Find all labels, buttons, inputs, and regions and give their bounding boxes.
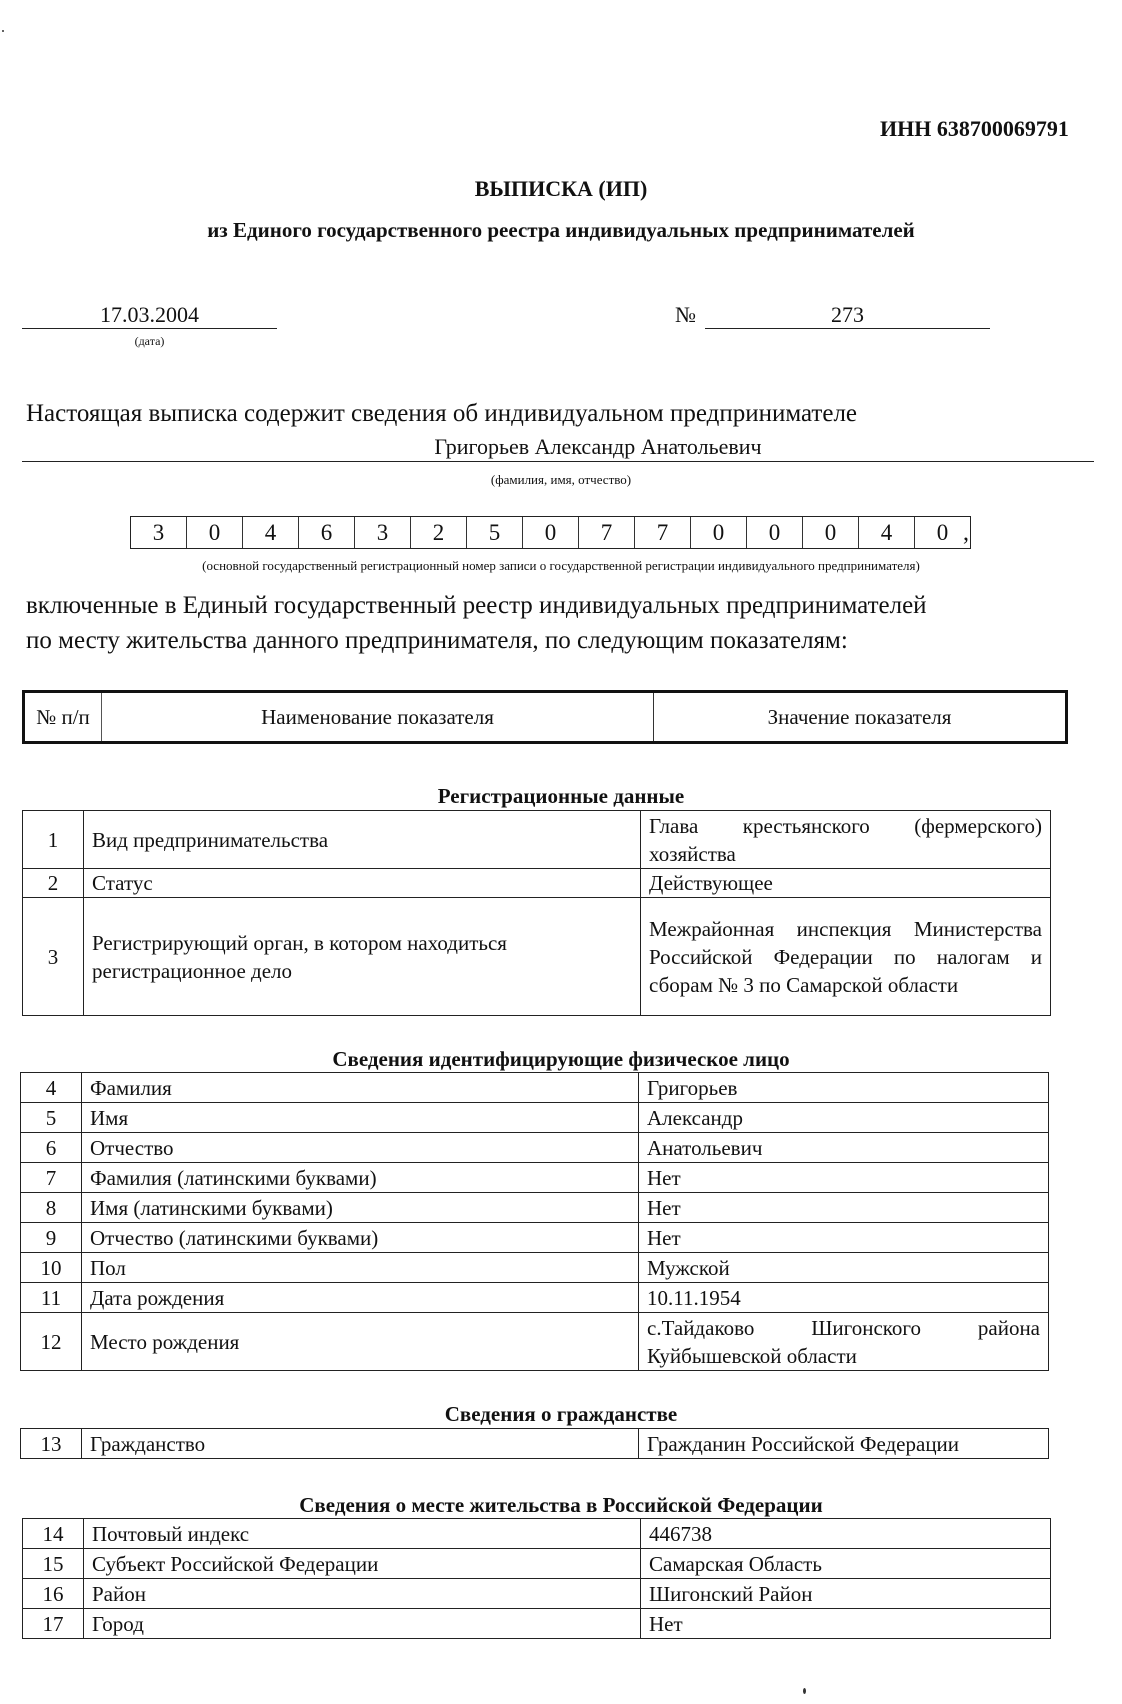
- row-number: 11: [21, 1283, 82, 1313]
- table-row: [23, 1579, 1051, 1609]
- table-row: [21, 1283, 1049, 1313]
- number-sign: №: [675, 302, 696, 327]
- body-line-1: включенные в Единый государственный реестр индивидуальных предпринимателей: [26, 592, 927, 619]
- row-name: Место рождения: [82, 1313, 639, 1371]
- row-name: Фамилия: [82, 1073, 639, 1103]
- body-line-2: по месту жительства данного предпринимателя, по следующим показателям:: [26, 627, 848, 654]
- row-number: 2: [23, 869, 84, 898]
- residence-table: [22, 1518, 1051, 1639]
- table-row: [21, 1313, 1049, 1371]
- document-title: ВЫПИСКА (ИП): [474, 176, 648, 201]
- scan-speck: [2, 30, 4, 32]
- section-title-residence: Сведения о месте жительства в Российской Федерации: [299, 1493, 823, 1517]
- table-row: [23, 811, 1051, 869]
- row-value: Нет: [639, 1193, 1049, 1223]
- date-field: 17.03.2004: [22, 302, 277, 329]
- table-row: [21, 1163, 1049, 1193]
- citizenship-table: [20, 1428, 1049, 1459]
- table-row: [21, 1193, 1049, 1223]
- row-name: Статус: [84, 869, 641, 898]
- row-name: Субъект Российской Федерации: [84, 1549, 641, 1579]
- table-row: [21, 1429, 1049, 1459]
- row-value: Глава крестьянского (фермерского) хозяйства: [641, 811, 1051, 869]
- column-header-value: Значение показателя: [767, 704, 952, 729]
- intro-text: Настоящая выписка содержит сведения об индивидуальном предпринимателе: [26, 400, 858, 427]
- row-name: Почтовый индекс: [84, 1519, 641, 1549]
- row-name: Дата рождения: [82, 1283, 639, 1313]
- ogrn-digit: 3: [355, 517, 411, 548]
- identification-table: [20, 1072, 1049, 1371]
- table-row: [23, 1549, 1051, 1579]
- row-value: Нет: [639, 1163, 1049, 1193]
- table-row: [21, 1253, 1049, 1283]
- row-number: 7: [21, 1163, 82, 1193]
- fio-field: Григорьев Александр Анатольевич: [22, 432, 1094, 462]
- row-name: Район: [84, 1579, 641, 1609]
- row-value: Действующее: [641, 869, 1051, 898]
- row-name: Вид предпринимательства: [84, 811, 641, 869]
- document-subtitle: из Единого государственного реестра индивидуальных предпринимателей: [207, 218, 915, 242]
- table-row: [21, 1223, 1049, 1253]
- row-number: 4: [21, 1073, 82, 1103]
- row-value: 446738: [641, 1519, 1051, 1549]
- table-row: [21, 1133, 1049, 1163]
- row-number: 15: [23, 1549, 84, 1579]
- ogrn-digit: 0: [691, 517, 747, 548]
- row-name: Имя: [82, 1103, 639, 1133]
- row-name: Гражданство: [82, 1429, 639, 1459]
- row-name: Имя (латинскими буквами): [82, 1193, 639, 1223]
- row-number: 5: [21, 1103, 82, 1133]
- ogrn-digit: 0: [936, 520, 949, 545]
- ogrn-digit: 0: [803, 517, 859, 548]
- ogrn-digit: 0: [747, 517, 803, 548]
- row-number: 10: [21, 1253, 82, 1283]
- row-number: 3: [23, 898, 84, 1016]
- ogrn-digit: 6: [299, 517, 355, 548]
- row-name: Отчество (латинскими буквами): [82, 1223, 639, 1253]
- row-value: Гражданин Российской Федерации: [639, 1429, 1049, 1459]
- row-number: 14: [23, 1519, 84, 1549]
- ogrn-comma: ,: [963, 520, 969, 546]
- row-number: 12: [21, 1313, 82, 1371]
- scan-speck: [803, 1688, 806, 1694]
- date-caption: (дата): [134, 334, 165, 348]
- row-value: Анатольевич: [639, 1133, 1049, 1163]
- table-row: [23, 1519, 1051, 1549]
- section-title-citizenship: Сведения о гражданстве: [444, 1402, 678, 1426]
- row-number: 6: [21, 1133, 82, 1163]
- ogrn-digit: 7: [579, 517, 635, 548]
- row-value: Нет: [639, 1223, 1049, 1253]
- row-number: 16: [23, 1579, 84, 1609]
- row-value: Григорьев: [639, 1073, 1049, 1103]
- ogrn-boxes: [130, 516, 971, 549]
- row-name: Регистрирующий орган, в котором находиться регистрационное дело: [84, 898, 641, 1016]
- row-number: 1: [23, 811, 84, 869]
- ogrn-digit: 3: [131, 517, 187, 548]
- row-name: Пол: [82, 1253, 639, 1283]
- ogrn-digit: 5: [467, 517, 523, 548]
- table-row: [23, 1609, 1051, 1639]
- ogrn-digit: 4: [243, 517, 299, 548]
- section-title-identification: Сведения идентифицирующие физическое лицо: [332, 1047, 790, 1071]
- row-name: Фамилия (латинскими буквами): [82, 1163, 639, 1193]
- inn-label: ИНН 638700069791: [880, 116, 1069, 141]
- row-value: Нет: [641, 1609, 1051, 1639]
- row-value: Самарская Область: [641, 1549, 1051, 1579]
- column-header-number: № п/п: [25, 693, 102, 741]
- column-header-name: Наименование показателя: [102, 693, 654, 741]
- ogrn-digit: 4: [859, 517, 915, 548]
- table-row: [23, 898, 1051, 1016]
- row-number: 9: [21, 1223, 82, 1253]
- ogrn-digit: 0: [523, 517, 579, 548]
- row-number: 17: [23, 1609, 84, 1639]
- row-value: с.Тайдаково Шигонского района Куйбышевской области: [639, 1313, 1049, 1371]
- ogrn-digit: 2: [411, 517, 467, 548]
- table-row: [23, 869, 1051, 898]
- row-number: 13: [21, 1429, 82, 1459]
- table-row: [21, 1073, 1049, 1103]
- table-header: [22, 690, 1068, 744]
- fio-caption: (фамилия, имя, отчество): [490, 472, 632, 487]
- row-value: Александр: [639, 1103, 1049, 1133]
- body-text: [26, 588, 927, 658]
- row-value: Мужской: [639, 1253, 1049, 1283]
- registration-table: [22, 810, 1051, 1016]
- row-value: Межрайонная инспекция Министерства Российской Федерации по налогам и сборам № 3 по Самарской области: [641, 898, 1051, 1016]
- table-row: [21, 1103, 1049, 1133]
- number-field: 273: [705, 302, 990, 329]
- row-value: Шигонский Район: [641, 1579, 1051, 1609]
- row-name: Отчество: [82, 1133, 639, 1163]
- section-title-registration: Регистрационные данные: [437, 784, 685, 808]
- row-number: 8: [21, 1193, 82, 1223]
- ogrn-digit: 7: [635, 517, 691, 548]
- row-name: Город: [84, 1609, 641, 1639]
- ogrn-caption: (основной государственный регистрационный номер записи о государственной регистрации индивидуального предпринимателя): [202, 558, 920, 573]
- row-value: 10.11.1954: [639, 1283, 1049, 1313]
- ogrn-digit: 0: [187, 517, 243, 548]
